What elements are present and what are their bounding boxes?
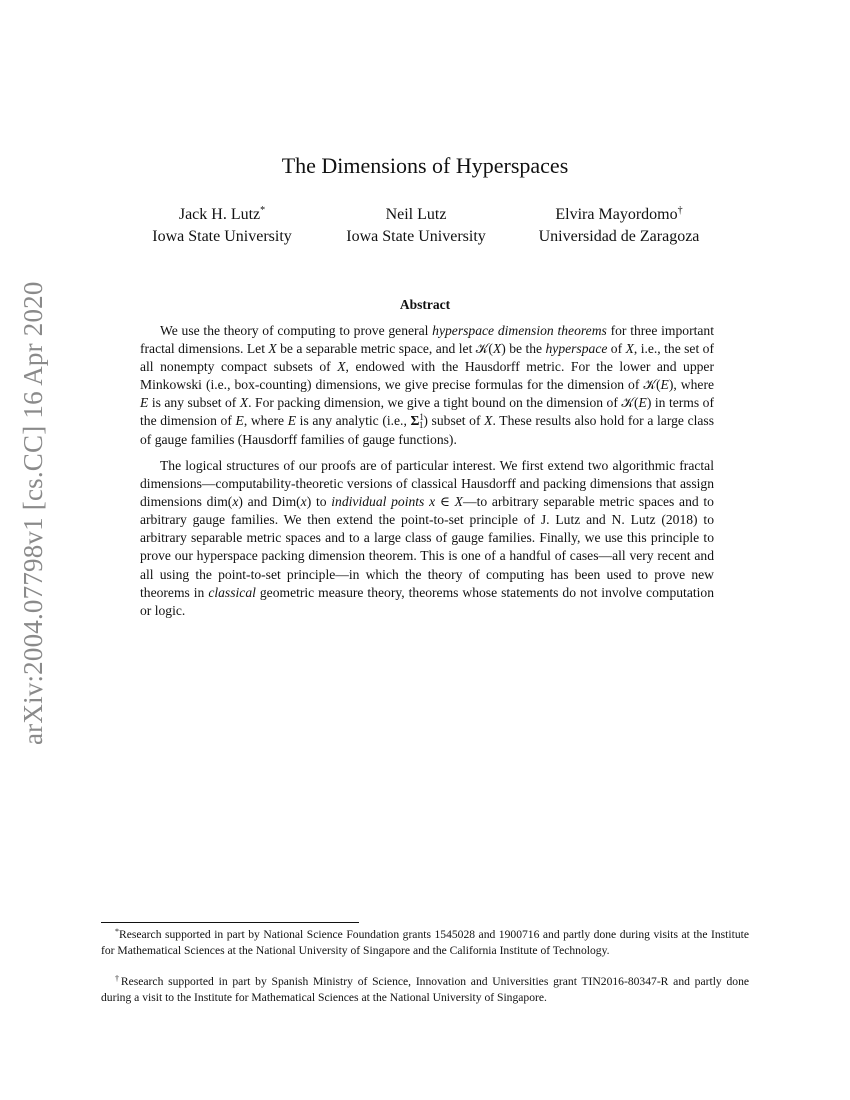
author-name: Elvira Mayordomo [555, 206, 678, 223]
abstract-heading: Abstract [399, 297, 451, 312]
text-run: X [484, 413, 493, 429]
text-run: ), where [668, 377, 714, 393]
text-run: Σ [410, 413, 420, 429]
text-run: x [429, 494, 436, 510]
text-run: of [607, 341, 626, 357]
author-footnote-mark: † [677, 205, 683, 216]
text-run: ) in terms of the dimension of [140, 395, 714, 429]
abstract-paragraph-2 [140, 457, 714, 620]
text-run: individual points [331, 494, 425, 510]
author-block-1 [138, 204, 306, 248]
text-run: x [232, 494, 239, 510]
text-run: is any analytic (i.e., [296, 413, 411, 429]
text-run: be a separable metric space, and let 𝒦( [276, 341, 493, 357]
author-name: Jack H. Lutz [178, 206, 261, 223]
author-affiliation: Universidad de Zaragoza [538, 228, 700, 245]
text-run: , i.e., the set of all nonempty compact subsets of [140, 341, 714, 375]
text-run: X [337, 359, 346, 375]
text-run: for three important fractal dimensions. Let [140, 323, 714, 357]
footnote-text: Research supported in part by National Science Foundation grants 1545028 and 1900716 and partly done during visits at the Institute for Mathematical Sciences at the National University of Singapore and the California Institute of Technology. [101, 928, 749, 957]
text-run: , endowed with the Hausdorff metric. For the lower and upper Minkowski (i.e., box-counting) dimensions, we give precise formulas for the dimension of 𝒦( [140, 359, 714, 393]
footnote-mark: † [115, 974, 121, 983]
text-run: is any subset of [148, 395, 240, 411]
author-affiliation: Iowa State University [152, 228, 292, 245]
text-run: . For packing dimension, we give a tight bound on the dimension of 𝒦( [248, 395, 639, 411]
text-run: X [239, 395, 249, 411]
text-run: X [454, 494, 463, 510]
text-run: X [492, 341, 502, 357]
text-run: ) be the [501, 341, 546, 357]
text-run: E [660, 377, 669, 393]
text-run: geometric measure theory, theorems whose statements do not involve computation or logic. [140, 584, 714, 618]
abstract-paragraph-1 [140, 322, 714, 449]
author-name-line [524, 204, 714, 226]
text-run: The logical structures of our proofs are of particular interest. We first extend two algorithmic fractal dimensions—computability-theoretic versions of classical Hausdorff and packing dimensions that assign dimensions dim( [140, 458, 714, 510]
author-affiliation: Iowa State University [346, 228, 486, 245]
author-block-3 [524, 204, 714, 248]
footnote-mark: * [115, 927, 119, 936]
paper-title: The Dimensions of Hyperspaces [281, 153, 569, 178]
text-run: . These results also hold for a large class of gauge families (Hausdorff families of gauge functions). [140, 413, 715, 447]
footnote-separator [101, 922, 359, 923]
text-run: classical [208, 584, 256, 600]
text-run: E [287, 413, 297, 429]
author-footnote-mark: * [260, 205, 266, 216]
text-run: ) and Dim( [238, 494, 301, 510]
text-run: x [300, 494, 307, 510]
text-run: , where [243, 413, 288, 429]
text-run: —to arbitrary separable metric spaces and to arbitrary gauge families. We then extend the point-to-set principle of J. Lutz and N. Lutz (2018) to arbitrary separable metric spaces and to a large class of gauge families. Finally, we use this principle to prove our hyperspace packing dimension theorem. This is one of a handful of cases—all very recent and all using the point-to-set principle—in which the theory of computing has been used to prove new theorems in [140, 494, 714, 600]
text-run: ) to [306, 494, 332, 510]
text-run: 1 [418, 420, 424, 431]
author-name-line [334, 204, 498, 226]
text-run: We use the theory of computing to prove general [160, 323, 433, 338]
text-run: X [625, 341, 634, 357]
text-run: ∈ [435, 494, 455, 510]
footnote-1 [101, 927, 749, 958]
text-run: E [140, 395, 149, 411]
arxiv-identifier-stamp: arXiv:2004.07798v1 [cs.CC] 16 Apr 2020 [18, 281, 48, 745]
text-run: hyperspace [545, 341, 608, 357]
footnote-text: Research supported in part by Spanish Ministry of Science, Innovation and Universities grant TIN2016-80347-R and partly done during a visit to the Institute for Mathematical Sciences at the National University of Singapore. [101, 975, 750, 1004]
author-name: Neil Lutz [385, 206, 447, 223]
footnote-2 [101, 974, 749, 1005]
text-run: hyperspace dimension theorems [432, 323, 607, 338]
author-name-line [138, 204, 306, 226]
text-run: 1 [419, 412, 424, 423]
author-block-2 [334, 204, 498, 248]
text-run: ) subset of [423, 413, 485, 429]
text-run: E [638, 395, 647, 411]
text-run: X [268, 341, 277, 357]
text-run: E [235, 413, 244, 429]
